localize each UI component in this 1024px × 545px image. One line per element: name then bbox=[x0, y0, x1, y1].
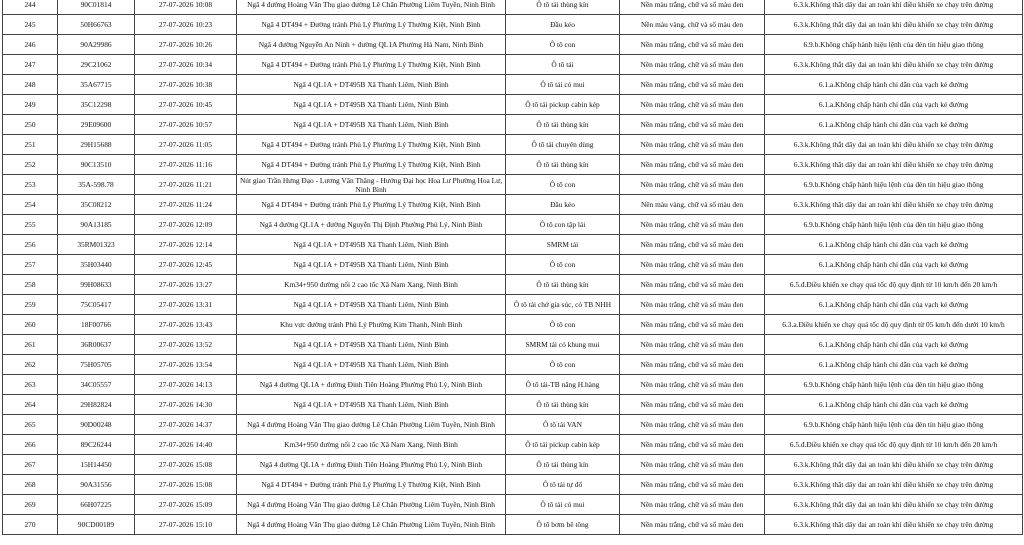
license-plate-cell: 34C05557 bbox=[58, 375, 135, 395]
vehicle-type-cell: Ô tô tải pickup cabin kép bbox=[506, 435, 620, 455]
plate-color-cell: Nền màu trắng, chữ và số màu đen bbox=[620, 475, 765, 495]
license-plate-cell: 50H66763 bbox=[58, 15, 135, 35]
location-cell: Ngã 4 đường Hoàng Văn Thụ giao đường Lê Chân Phường Liêm Tuyền, Ninh Bình bbox=[237, 495, 506, 515]
row-number-cell: 252 bbox=[3, 155, 58, 175]
timestamp-cell: 27-07-2026 13:54 bbox=[135, 355, 237, 375]
location-cell: Ngã 4 DT494 + Đường tránh Phủ Lý Phường Lý Thường Kiệt, Ninh Bình bbox=[237, 155, 506, 175]
plate-color-cell: Nền màu trắng, chữ và số màu đen bbox=[620, 455, 765, 475]
timestamp-cell: 27-07-2026 14:30 bbox=[135, 395, 237, 415]
plate-color-cell: Nền màu trắng, chữ và số màu đen bbox=[620, 215, 765, 235]
table-row bbox=[3, 475, 1023, 495]
violation-cell: 6.3.k.Không thắt dây đai an toàn khi điều khiển xe chạy trên đường bbox=[765, 55, 1023, 75]
timestamp-cell: 27-07-2026 14:37 bbox=[135, 415, 237, 435]
license-plate-cell: 35C12298 bbox=[58, 95, 135, 115]
license-plate-cell: 66H07225 bbox=[58, 495, 135, 515]
row-number-cell: 258 bbox=[3, 275, 58, 295]
table-row bbox=[3, 95, 1023, 115]
violation-cell: 6.1.a.Không chấp hành chỉ dẫn của vạch kẻ đường bbox=[765, 75, 1023, 95]
timestamp-cell: 27-07-2026 11:24 bbox=[135, 195, 237, 215]
timestamp-cell: 27-07-2026 12:14 bbox=[135, 235, 237, 255]
table-row bbox=[3, 115, 1023, 135]
table-row bbox=[3, 135, 1023, 155]
timestamp-cell: 27-07-2026 10:08 bbox=[135, 0, 237, 15]
vehicle-type-cell: Ô tô bơm bê tông bbox=[506, 515, 620, 535]
row-number-cell: 256 bbox=[3, 235, 58, 255]
table-row bbox=[3, 455, 1023, 475]
license-plate-cell: 29C21062 bbox=[58, 55, 135, 75]
violation-cell: 6.9.b.Không chấp hành hiệu lệnh của đèn tín hiệu giao thông bbox=[765, 415, 1023, 435]
table-row bbox=[3, 355, 1023, 375]
license-plate-cell: 18F00766 bbox=[58, 315, 135, 335]
plate-color-cell: Nền màu trắng, chữ và số màu đen bbox=[620, 0, 765, 15]
license-plate-cell: 90C01814 bbox=[58, 0, 135, 15]
violation-cell: 6.1.a.Không chấp hành chỉ dẫn của vạch kẻ đường bbox=[765, 295, 1023, 315]
license-plate-cell: 75H05705 bbox=[58, 355, 135, 375]
license-plate-cell: 90C13510 bbox=[58, 155, 135, 175]
table-row bbox=[3, 375, 1023, 395]
license-plate-cell: 29E09600 bbox=[58, 115, 135, 135]
location-cell: Ngã 4 đường QL1A + đường Nguyễn Thị Định Phường Phủ Lý, Ninh Bình bbox=[237, 215, 506, 235]
timestamp-cell: 27-07-2026 12:09 bbox=[135, 215, 237, 235]
table-row bbox=[3, 35, 1023, 55]
plate-color-cell: Nền màu trắng, chữ và số màu đen bbox=[620, 255, 765, 275]
location-cell: Ngã 4 DT494 + Đường tránh Phủ Lý Phường Lý Thường Kiệt, Ninh Bình bbox=[237, 195, 506, 215]
table-row bbox=[3, 75, 1023, 95]
plate-color-cell: Nền màu vàng, chữ và số màu đen bbox=[620, 15, 765, 35]
table-row bbox=[3, 275, 1023, 295]
plate-color-cell: Nền màu trắng, chữ và số màu đen bbox=[620, 135, 765, 155]
plate-color-cell: Nền màu trắng, chữ và số màu đen bbox=[620, 155, 765, 175]
license-plate-cell: 90A31556 bbox=[58, 475, 135, 495]
vehicle-type-cell: Ô tô con tập lái bbox=[506, 215, 620, 235]
location-cell: Ngã 4 đường Nguyễn An Ninh + đường QL1A Phường Hà Nam, Ninh Bình bbox=[237, 35, 506, 55]
row-number-cell: 248 bbox=[3, 75, 58, 95]
location-cell: Ngã 4 DT494 + Đường tránh Phủ Lý Phường Lý Thường Kiệt, Ninh Bình bbox=[237, 15, 506, 35]
timestamp-cell: 27-07-2026 10:38 bbox=[135, 75, 237, 95]
violation-cell: 6.3.k.Không thắt dây đai an toàn khi điều khiển xe chạy trên đường bbox=[765, 15, 1023, 35]
vehicle-type-cell: Ô tô tải thùng kín bbox=[506, 455, 620, 475]
plate-color-cell: Nền màu trắng, chữ và số màu đen bbox=[620, 415, 765, 435]
timestamp-cell: 27-07-2026 12:45 bbox=[135, 255, 237, 275]
vehicle-type-cell: Ô tô tải có mui bbox=[506, 495, 620, 515]
row-number-cell: 259 bbox=[3, 295, 58, 315]
plate-color-cell: Nền màu trắng, chữ và số màu đen bbox=[620, 495, 765, 515]
location-cell: Ngã 4 DT494 + Đường tránh Phủ Lý Phường Lý Thường Kiệt, Ninh Bình bbox=[237, 135, 506, 155]
plate-color-cell: Nền màu trắng, chữ và số màu đen bbox=[620, 435, 765, 455]
row-number-cell: 269 bbox=[3, 495, 58, 515]
table-row bbox=[3, 515, 1023, 535]
timestamp-cell: 27-07-2026 13:52 bbox=[135, 335, 237, 355]
vehicle-type-cell: Ô tô tải có mui bbox=[506, 75, 620, 95]
license-plate-cell: 35A-598.78 bbox=[58, 175, 135, 195]
plate-color-cell: Nền màu trắng, chữ và số màu đen bbox=[620, 375, 765, 395]
violation-cell: 6.9.b.Không chấp hành hiệu lệnh của đèn tín hiệu giao thông bbox=[765, 215, 1023, 235]
violation-cell: 6.9.b.Không chấp hành hiệu lệnh của đèn tín hiệu giao thông bbox=[765, 35, 1023, 55]
timestamp-cell: 27-07-2026 11:05 bbox=[135, 135, 237, 155]
violation-cell: 6.3.k.Không thắt dây đai an toàn khi điều khiển xe chạy trên đường bbox=[765, 195, 1023, 215]
row-number-cell: 264 bbox=[3, 395, 58, 415]
license-plate-cell: 75C05417 bbox=[58, 295, 135, 315]
timestamp-cell: 27-07-2026 14:40 bbox=[135, 435, 237, 455]
violation-cell: 6.3.k.Không thắt dây đai an toàn khi điều khiển xe chạy trên đường bbox=[765, 475, 1023, 495]
vehicle-type-cell: Đầu kéo bbox=[506, 15, 620, 35]
table-row bbox=[3, 235, 1023, 255]
violation-cell: 6.3.k.Không thắt dây đai an toàn khi điều khiển xe chạy trên đường bbox=[765, 155, 1023, 175]
table-row bbox=[3, 155, 1023, 175]
table-row bbox=[3, 435, 1023, 455]
location-cell: Ngã 4 đường Hoàng Văn Thụ giao đường Lê Chân Phường Liêm Tuyền, Ninh Bình bbox=[237, 415, 506, 435]
timestamp-cell: 27-07-2026 15:08 bbox=[135, 455, 237, 475]
location-cell: Ngã 4 QL1A + DT495B Xã Thanh Liêm, Ninh Bình bbox=[237, 395, 506, 415]
timestamp-cell: 27-07-2026 10:57 bbox=[135, 115, 237, 135]
row-number-cell: 266 bbox=[3, 435, 58, 455]
timestamp-cell: 27-07-2026 15:10 bbox=[135, 515, 237, 535]
row-number-cell: 246 bbox=[3, 35, 58, 55]
vehicle-type-cell: Ô tô tải thùng kín bbox=[506, 395, 620, 415]
timestamp-cell: 27-07-2026 10:23 bbox=[135, 15, 237, 35]
location-cell: Km34+950 đường nối 2 cao tốc Xã Nam Xang, Ninh Bình bbox=[237, 435, 506, 455]
plate-color-cell: Nền màu trắng, chữ và số màu đen bbox=[620, 335, 765, 355]
table-row bbox=[3, 295, 1023, 315]
violation-cell: 6.1.a.Không chấp hành chỉ dẫn của vạch kẻ đường bbox=[765, 95, 1023, 115]
table-row bbox=[3, 255, 1023, 275]
table-row bbox=[3, 495, 1023, 515]
timestamp-cell: 27-07-2026 13:43 bbox=[135, 315, 237, 335]
vehicle-type-cell: Ô tô con bbox=[506, 175, 620, 195]
vehicle-type-cell: Ô tô tải chuyên dùng bbox=[506, 135, 620, 155]
location-cell: Ngã 4 QL1A + DT495B Xã Thanh Liêm, Ninh Bình bbox=[237, 75, 506, 95]
violation-cell: 6.3.k.Không thắt dây đai an toàn khi điều khiển xe chạy trên đường bbox=[765, 455, 1023, 475]
table-row bbox=[3, 0, 1023, 15]
location-cell: Ngã 4 QL1A + DT495B Xã Thanh Liêm, Ninh Bình bbox=[237, 95, 506, 115]
row-number-cell: 263 bbox=[3, 375, 58, 395]
table-row bbox=[3, 15, 1023, 35]
vehicle-type-cell: Ô tô tải thùng kín bbox=[506, 155, 620, 175]
row-number-cell: 267 bbox=[3, 455, 58, 475]
location-cell: Ngã 4 QL1A + DT495B Xã Thanh Liêm, Ninh Bình bbox=[237, 255, 506, 275]
plate-color-cell: Nền màu trắng, chữ và số màu đen bbox=[620, 115, 765, 135]
row-number-cell: 255 bbox=[3, 215, 58, 235]
row-number-cell: 257 bbox=[3, 255, 58, 275]
row-number-cell: 250 bbox=[3, 115, 58, 135]
table-row bbox=[3, 315, 1023, 335]
vehicle-type-cell: Ô tô con bbox=[506, 355, 620, 375]
location-cell: Ngã 4 đường Hoàng Văn Thụ giao đường Lê Chân Phường Liêm Tuyền, Ninh Bình bbox=[237, 0, 506, 15]
vehicle-type-cell: Ô tô con bbox=[506, 35, 620, 55]
row-number-cell: 270 bbox=[3, 515, 58, 535]
row-number-cell: 249 bbox=[3, 95, 58, 115]
license-plate-cell: 90A29986 bbox=[58, 35, 135, 55]
row-number-cell: 262 bbox=[3, 355, 58, 375]
vehicle-type-cell: Ô tô tải thùng kín bbox=[506, 115, 620, 135]
violations-table bbox=[2, 0, 1023, 535]
vehicle-type-cell: Đầu kéo bbox=[506, 195, 620, 215]
timestamp-cell: 27-07-2026 15:08 bbox=[135, 475, 237, 495]
row-number-cell: 244 bbox=[3, 0, 58, 15]
violation-cell: 6.3.k.Không thắt dây đai an toàn khi điều khiển xe chạy trên đường bbox=[765, 0, 1023, 15]
license-plate-cell: 90CD00189 bbox=[58, 515, 135, 535]
location-cell: Ngã 4 QL1A + DT495B Xã Thanh Liêm, Ninh Bình bbox=[237, 115, 506, 135]
vehicle-type-cell: Ô tô tải chở gia súc, có TB NHH bbox=[506, 295, 620, 315]
violation-cell: 6.9.b.Không chấp hành hiệu lệnh của đèn tín hiệu giao thông bbox=[765, 175, 1023, 195]
license-plate-cell: 35H03440 bbox=[58, 255, 135, 275]
plate-color-cell: Nền màu trắng, chữ và số màu đen bbox=[620, 315, 765, 335]
violation-cell: 6.1.a.Không chấp hành chỉ dẫn của vạch kẻ đường bbox=[765, 335, 1023, 355]
license-plate-cell: 90A13185 bbox=[58, 215, 135, 235]
plate-color-cell: Nền màu trắng, chữ và số màu đen bbox=[620, 175, 765, 195]
table-row bbox=[3, 175, 1023, 195]
table-row bbox=[3, 55, 1023, 75]
vehicle-type-cell: Ô tô tải thùng kín bbox=[506, 275, 620, 295]
plate-color-cell: Nền màu trắng, chữ và số màu đen bbox=[620, 355, 765, 375]
table-row bbox=[3, 395, 1023, 415]
row-number-cell: 245 bbox=[3, 15, 58, 35]
plate-color-cell: Nền màu trắng, chữ và số màu đen bbox=[620, 295, 765, 315]
row-number-cell: 253 bbox=[3, 175, 58, 195]
location-cell: Khu vực đường tránh Phủ Lý Phường Kim Thanh, Ninh Bình bbox=[237, 315, 506, 335]
table-body bbox=[3, 0, 1023, 535]
table-row bbox=[3, 415, 1023, 435]
license-plate-cell: 90D00248 bbox=[58, 415, 135, 435]
license-plate-cell: 35C08212 bbox=[58, 195, 135, 215]
license-plate-cell: 35A67715 bbox=[58, 75, 135, 95]
plate-color-cell: Nền màu trắng, chữ và số màu đen bbox=[620, 35, 765, 55]
location-cell: Ngã 4 đường QL1A + đường Đinh Tiên Hoàng Phường Phủ Lý, Ninh Bình bbox=[237, 375, 506, 395]
timestamp-cell: 27-07-2026 10:45 bbox=[135, 95, 237, 115]
timestamp-cell: 27-07-2026 13:27 bbox=[135, 275, 237, 295]
timestamp-cell: 27-07-2026 15:09 bbox=[135, 495, 237, 515]
row-number-cell: 261 bbox=[3, 335, 58, 355]
plate-color-cell: Nền màu trắng, chữ và số màu đen bbox=[620, 515, 765, 535]
violation-cell: 6.5.đ.Điều khiển xe chạy quá tốc độ quy định từ 10 km/h đến 20 km/h bbox=[765, 435, 1023, 455]
license-plate-cell: 29H82824 bbox=[58, 395, 135, 415]
timestamp-cell: 27-07-2026 10:34 bbox=[135, 55, 237, 75]
row-number-cell: 268 bbox=[3, 475, 58, 495]
row-number-cell: 251 bbox=[3, 135, 58, 155]
row-number-cell: 265 bbox=[3, 415, 58, 435]
violation-cell: 6.3.k.Không thắt dây đai an toàn khi điều khiển xe chạy trên đường bbox=[765, 495, 1023, 515]
plate-color-cell: Nền màu trắng, chữ và số màu đen bbox=[620, 235, 765, 255]
location-cell: Ngã 4 QL1A + DT495B Xã Thanh Liêm, Ninh Bình bbox=[237, 295, 506, 315]
license-plate-cell: 29H15688 bbox=[58, 135, 135, 155]
license-plate-cell: 89C26244 bbox=[58, 435, 135, 455]
location-cell: Ngã 4 đường QL1A + đường Đinh Tiên Hoàng Phường Phủ Lý, Ninh Bình bbox=[237, 455, 506, 475]
location-cell: Ngã 4 DT494 + Đường tránh Phủ Lý Phường Lý Thường Kiệt, Ninh Bình bbox=[237, 55, 506, 75]
vehicle-type-cell: Ô tô tải thùng kín bbox=[506, 0, 620, 15]
vehicle-type-cell: SMRM tải bbox=[506, 235, 620, 255]
violation-cell: 6.3.a.Điều khiển xe chạy quá tốc độ quy định từ 05 km/h đến dưới 10 km/h bbox=[765, 315, 1023, 335]
location-cell: Km34+950 đường nối 2 cao tốc Xã Nam Xang, Ninh Bình bbox=[237, 275, 506, 295]
location-cell: Ngã 4 QL1A + DT495B Xã Thanh Liêm, Ninh Bình bbox=[237, 235, 506, 255]
violation-cell: 6.1.a.Không chấp hành chỉ dẫn của vạch kẻ đường bbox=[765, 115, 1023, 135]
timestamp-cell: 27-07-2026 11:16 bbox=[135, 155, 237, 175]
violation-cell: 6.3.k.Không thắt dây đai an toàn khi điều khiển xe chạy trên đường bbox=[765, 135, 1023, 155]
license-plate-cell: 99H08633 bbox=[58, 275, 135, 295]
timestamp-cell: 27-07-2026 10:26 bbox=[135, 35, 237, 55]
row-number-cell: 254 bbox=[3, 195, 58, 215]
location-cell: Ngã 4 QL1A + DT495B Xã Thanh Liêm, Ninh Bình bbox=[237, 355, 506, 375]
license-plate-cell: 15H14450 bbox=[58, 455, 135, 475]
row-number-cell: 260 bbox=[3, 315, 58, 335]
table-row bbox=[3, 335, 1023, 355]
location-cell: Ngã 4 DT494 + Đường tránh Phủ Lý Phường Lý Thường Kiệt, Ninh Bình bbox=[237, 475, 506, 495]
row-number-cell: 247 bbox=[3, 55, 58, 75]
plate-color-cell: Nền màu trắng, chữ và số màu đen bbox=[620, 395, 765, 415]
vehicle-type-cell: Ô tô con bbox=[506, 315, 620, 335]
violation-cell: 6.5.đ.Điều khiển xe chạy quá tốc độ quy định từ 10 km/h đến 20 km/h bbox=[765, 275, 1023, 295]
violation-cell: 6.1.a.Không chấp hành chỉ dẫn của vạch kẻ đường bbox=[765, 235, 1023, 255]
plate-color-cell: Nền màu trắng, chữ và số màu đen bbox=[620, 75, 765, 95]
violation-cell: 6.3.k.Không thắt dây đai an toàn khi điều khiển xe chạy trên đường bbox=[765, 515, 1023, 535]
vehicle-type-cell: Ô tô tải VAN bbox=[506, 415, 620, 435]
location-cell: Nút giao Trần Hưng Đạo - Lương Văn Thăng - Hướng Đại học Hoa Lư Phường Hoa Lư, Ninh Bình bbox=[237, 175, 506, 195]
plate-color-cell: Nền màu trắng, chữ và số màu đen bbox=[620, 275, 765, 295]
timestamp-cell: 27-07-2026 11:21 bbox=[135, 175, 237, 195]
vehicle-type-cell: Ô tô tải tự đổ bbox=[506, 475, 620, 495]
vehicle-type-cell: Ô tô con bbox=[506, 255, 620, 275]
timestamp-cell: 27-07-2026 14:13 bbox=[135, 375, 237, 395]
vehicle-type-cell: Ô tô tải bbox=[506, 55, 620, 75]
license-plate-cell: 35RM01323 bbox=[58, 235, 135, 255]
vehicle-type-cell: Ô tô tải-TB nâng H.hàng bbox=[506, 375, 620, 395]
vehicle-type-cell: SMRM tải có khung mui bbox=[506, 335, 620, 355]
violation-cell: 6.9.b.Không chấp hành hiệu lệnh của đèn tín hiệu giao thông bbox=[765, 375, 1023, 395]
table-row bbox=[3, 195, 1023, 215]
vehicle-type-cell: Ô tô tải pickup cabin kép bbox=[506, 95, 620, 115]
plate-color-cell: Nền màu vàng, chữ và số màu đen bbox=[620, 195, 765, 215]
violation-cell: 6.1.a.Không chấp hành chỉ dẫn của vạch kẻ đường bbox=[765, 395, 1023, 415]
plate-color-cell: Nền màu trắng, chữ và số màu đen bbox=[620, 95, 765, 115]
location-cell: Ngã 4 QL1A + DT495B Xã Thanh Liêm, Ninh Bình bbox=[237, 335, 506, 355]
timestamp-cell: 27-07-2026 13:31 bbox=[135, 295, 237, 315]
violation-cell: 6.1.a.Không chấp hành chỉ dẫn của vạch kẻ đường bbox=[765, 355, 1023, 375]
violation-cell: 6.1.a.Không chấp hành chỉ dẫn của vạch kẻ đường bbox=[765, 255, 1023, 275]
plate-color-cell: Nền màu trắng, chữ và số màu đen bbox=[620, 55, 765, 75]
table-row bbox=[3, 215, 1023, 235]
location-cell: Ngã 4 đường Hoàng Văn Thụ giao đường Lê Chân Phường Liêm Tuyền, Ninh Bình bbox=[237, 515, 506, 535]
license-plate-cell: 36R00637 bbox=[58, 335, 135, 355]
